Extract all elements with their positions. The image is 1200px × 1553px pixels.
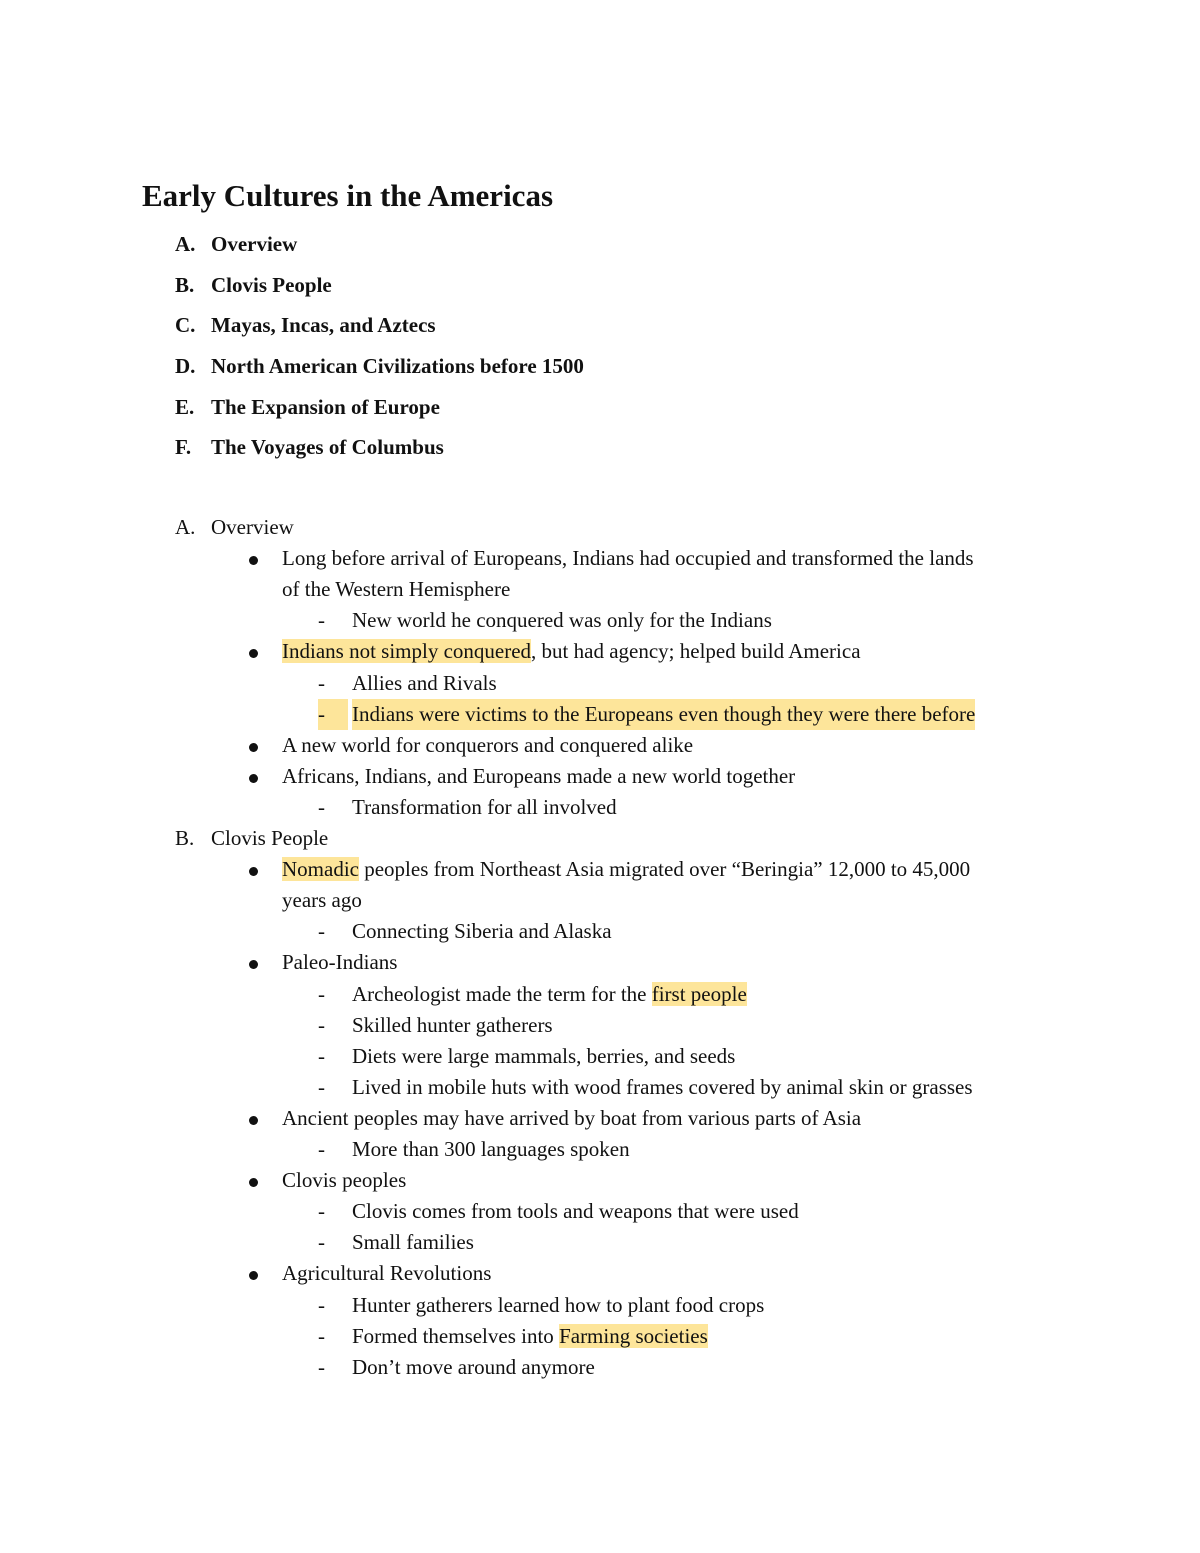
dash-marker: - [318, 1199, 325, 1224]
toc-label: Clovis People [211, 272, 332, 297]
sub-item [0, 1227, 1200, 1258]
bullet-text: of the Western Hemisphere [282, 577, 511, 602]
bullet-icon [249, 1178, 258, 1187]
bullet-item [0, 1103, 1200, 1134]
sub-item-text: Allies and Rivals [352, 670, 497, 695]
sub-item-text: Indians were victims to the Europeans even though they were there before [352, 699, 975, 730]
sub-item-text: Small families [352, 1230, 474, 1255]
toc-letter: C. [175, 313, 196, 338]
sub-item [0, 1196, 1200, 1227]
bullet-item [0, 1258, 1200, 1289]
dash-marker: - [318, 608, 325, 633]
toc-label: The Voyages of Columbus [211, 435, 444, 460]
toc-label: Mayas, Incas, and Aztecs [211, 313, 436, 338]
section-title: Clovis People [211, 826, 329, 850]
bullet-icon [249, 960, 258, 969]
sub-item-text: New world he conquered was only for the Indians [352, 608, 772, 633]
bullet-text: Long before arrival of Europeans, Indians had occupied and transformed the lands [282, 546, 974, 571]
dash-marker: - [318, 1137, 325, 1161]
toc-label: The Expansion of Europe [211, 394, 440, 419]
toc-label: North American Civilizations before 1500 [211, 354, 584, 379]
dash-marker: - [318, 1043, 325, 1068]
section-title: Overview [211, 515, 294, 539]
dash-marker: - [318, 1074, 325, 1099]
bullet-icon [249, 774, 258, 783]
bullet-icon [249, 649, 258, 658]
dash-marker: - [318, 919, 325, 944]
bullet-icon [249, 556, 258, 565]
sub-item-text: Don’t move around anymore [352, 1354, 595, 1379]
toc-item [175, 228, 584, 269]
sub-item-text: Formed themselves into Farming societies [352, 1323, 708, 1348]
sub-item [0, 979, 1200, 1010]
toc-letter: E. [175, 394, 195, 419]
dash-marker: - [318, 1323, 325, 1348]
bullet-text: A new world for conquerors and conquered alike [282, 732, 694, 757]
dash-marker: - [318, 794, 325, 819]
dash-marker: - [318, 1354, 325, 1379]
sub-item [0, 1041, 1200, 1072]
toc-item [175, 350, 584, 391]
bullet-icon [249, 1271, 258, 1280]
highlighted-text: Nomadic [282, 857, 359, 882]
bullet-continuation [0, 574, 1200, 605]
toc-letter: F. [175, 435, 192, 460]
dash-marker: - [318, 1230, 325, 1255]
sub-item-text: Hunter gatherers learned how to plant food crops [352, 1292, 765, 1317]
toc-item [175, 309, 584, 350]
highlighted-text: Indians not simply conquered [282, 639, 532, 664]
toc-label: Overview [211, 232, 298, 256]
sub-item [0, 1134, 1200, 1165]
sub-item [0, 1010, 1200, 1041]
dash-marker: - [318, 981, 325, 1006]
sub-item-text: Archeologist made the term for the first people [352, 981, 747, 1006]
sub-item-text: Connecting Siberia and Alaska [352, 919, 612, 944]
sub-item [0, 605, 1200, 636]
sub-item [0, 699, 1200, 730]
bullet-text: Agricultural Revolutions [282, 1261, 492, 1286]
bullet-text: Nomadic peoples from Northeast Asia migrated over “Beringia” 12,000 to 45,000 [282, 857, 971, 882]
section-letter: A. [175, 515, 196, 539]
toc-item [175, 431, 584, 472]
bullet-icon [249, 867, 258, 876]
sub-item [0, 1290, 1200, 1321]
toc-letter: A. [175, 232, 196, 256]
bullet-icon [249, 743, 258, 752]
bullet-text: Africans, Indians, and Europeans made a new world together [282, 763, 796, 788]
sub-item [0, 1072, 1200, 1103]
dash-marker: - [318, 1012, 325, 1037]
table-of-contents [175, 228, 584, 472]
bullet-text: Clovis peoples [282, 1168, 407, 1193]
bullet-item [0, 761, 1200, 792]
bullet-item [0, 636, 1200, 667]
dash-marker: - [318, 699, 348, 730]
bullet-text: years ago [282, 888, 362, 913]
sub-item-text: Clovis comes from tools and weapons that were used [352, 1199, 799, 1224]
bullet-item [0, 543, 1200, 574]
dash-marker: - [318, 1292, 325, 1317]
sub-item-text: Lived in mobile huts with wood frames covered by animal skin or grasses [352, 1074, 973, 1099]
section-letter: B. [175, 826, 195, 850]
bullet-icon [249, 1116, 258, 1125]
bullet-text: Indians not simply conquered, but had agency; helped build America [282, 639, 861, 664]
bullet-text: Paleo-Indians [282, 950, 398, 975]
bullet-item [0, 730, 1200, 761]
sub-item-text: More than 300 languages spoken [352, 1137, 630, 1161]
bullet-continuation [0, 885, 1200, 916]
section-heading [0, 823, 1200, 854]
bullet-item [0, 1165, 1200, 1196]
toc-letter: B. [175, 272, 195, 297]
toc-item [175, 269, 584, 310]
toc-item [175, 391, 584, 432]
bullet-text: Ancient peoples may have arrived by boat from various parts of Asia [282, 1105, 862, 1130]
toc-letter: D. [175, 354, 196, 379]
page-title: Early Cultures in the Americas [142, 178, 554, 213]
highlighted-text: Farming societies [559, 1323, 708, 1348]
sub-item-text: Transformation for all involved [352, 794, 617, 819]
sub-item-text: Skilled hunter gatherers [352, 1012, 553, 1037]
highlighted-text: first people [651, 981, 747, 1006]
sub-item [0, 916, 1200, 947]
sub-item [0, 792, 1200, 823]
sub-item-text: Diets were large mammals, berries, and seeds [352, 1043, 736, 1068]
bullet-item [0, 854, 1200, 885]
bullet-item [0, 947, 1200, 978]
sub-item [0, 1352, 1200, 1383]
sub-item [0, 668, 1200, 699]
dash-marker: - [318, 670, 325, 695]
section-heading [0, 512, 1200, 543]
sub-item [0, 1321, 1200, 1352]
